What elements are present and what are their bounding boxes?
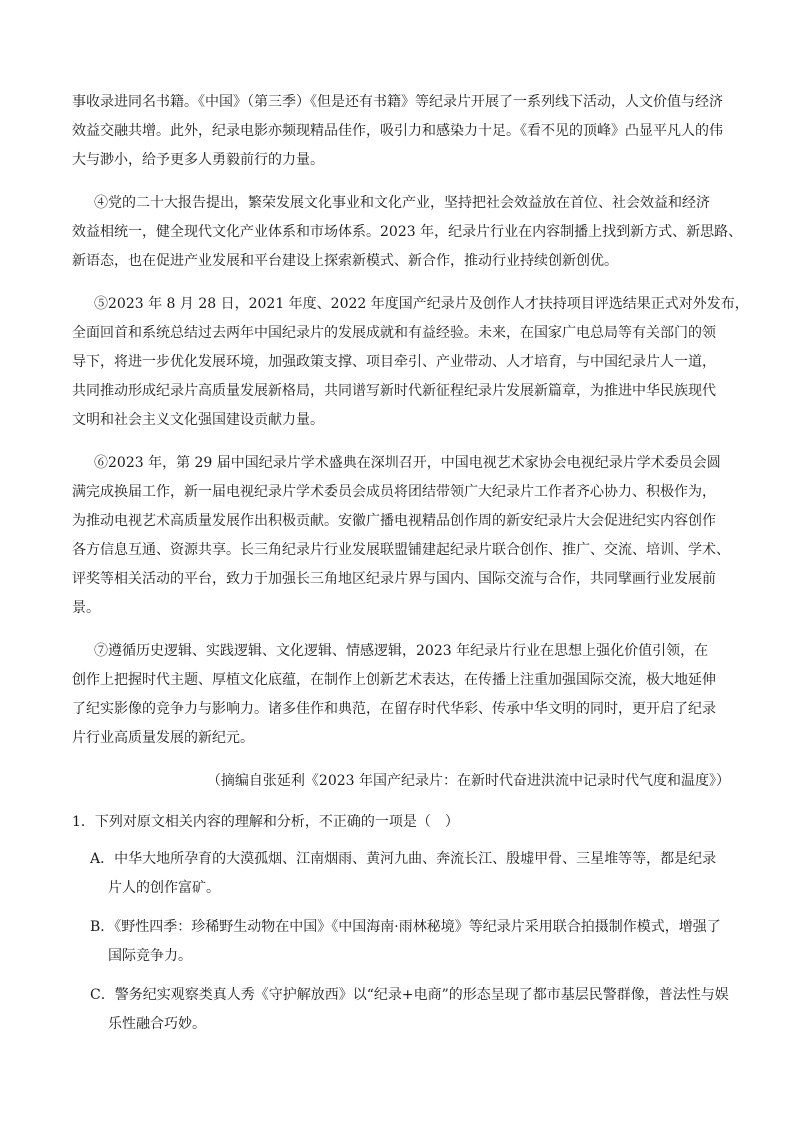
text-line: 创作上把握时代主题、厚植文化底蕴，在制作上创新艺术表达，在传播上注重加强国际交流，极大地延伸 [72,672,716,688]
text-line: 满完成换届工作，新一届电视纪录片学术委员会成员将团结带领广大纪录片工作者齐心协力、积极作为， [72,484,716,500]
text-line: ⑦遵循历史逻辑、实践逻辑、文化逻辑、情感逻辑，2023 年纪录片行业在思想上强化价值引领，在 [94,643,709,659]
text-line: 景。 [72,600,100,616]
text-line: 评奖等相关活动的平台，致力于加强长三角地区纪录片界与国内、国际交流与合作，共同擘画行业发展前 [72,571,716,587]
text-line: 共同推动形成纪录片高质量发展新格局，共同谱写新时代新征程纪录片发展新篇章，为推进中华民族现代 [72,383,716,399]
text-line: 全面回首和系统总结过去两年中国纪录片的发展成就和有益经验。未来，在国家广电总局等有关部门的领 [72,325,716,341]
paragraph-6 [72,449,730,623]
text-line: 乐性融合巧妙。 [108,1016,206,1032]
source-citation: （摘编自张延利《2023 年国产纪录片：在新时代奋进洪流中记录时代气度和温度》） [206,773,730,789]
text-line: 各方信息互通、资源共享。长三角纪录片行业发展联盟铺建起纪录片联合创作、推广、交流、培训、学术、 [72,542,730,558]
text-line: C．警务纪实观察类真人秀《守护解放西》以“纪录+电商”的形态呈现了都市基层民警群像，普法性与娱 [90,987,729,1003]
option-a [72,845,730,903]
text-line: 效益相统一，健全现代文化产业体系和市场体系。2023 年，纪录片行业在内容制播上找到新方式、新思路、 [72,224,743,240]
paragraph-7 [72,637,730,753]
paragraph-continuation [72,88,730,175]
text-line: 大与渺小，给予更多人勇毅前行的力量。 [72,152,324,168]
text-line: 导下，将进一步优化发展环境，加强政策支撑、项目牵引、产业带动、人才培育，与中国纪录片人一道， [72,354,716,370]
text-line: 文明和社会主义文化强国建设贡献力量。 [72,412,324,428]
question-stem: 1．下列对原文相关内容的理解和分析，不正确的一项是（ ） [72,814,459,830]
paragraph-4 [72,189,743,276]
paragraph-5 [72,290,749,435]
text-line: 了纪实影像的竞争力与影响力。诸多佳作和典范，在留存时代华彩、传承中华文明的同时，更开启了纪录 [72,701,716,717]
text-line: ⑥2023 年，第 29 届中国纪录片学术盛典在深圳召开，中国电视艺术家协会电视纪录片学术委员会圆 [94,455,721,471]
text-line: 事收录进同名书籍。《中国》（第三季）《但是还有书籍》等纪录片开展了一系列线下活动，人文价值与经济 [72,94,723,110]
option-b [72,913,730,971]
text-line: ⑤2023 年 8 月 28 日，2021 年度、2022 年度国产纪录片及创作人才扶持项目评选结果正式对外发布， [94,296,749,312]
text-line: 新语态，也在促进产业发展和平台建设上探索新模式、新合作，推动行业持续创新创优。 [72,253,618,269]
text-line: ④党的二十大报告提出，繁荣发展文化事业和文化产业，坚持把社会效益放在首位、社会效益和经济 [94,195,710,211]
text-line: 片行业高质量发展的新纪元。 [72,730,254,746]
text-line: 效益交融共增。此外，纪录电影亦频现精品佳作，吸引力和感染力十足。《看不见的顶峰》凸显平凡人的伟 [72,123,723,139]
option-c [72,981,730,1039]
text-line: A．中华大地所孕育的大漠孤烟、江南烟雨、黄河九曲、奔流长江、殷墟甲骨、三星堆等等，都是纪录 [90,851,717,867]
text-line: 国际竞争力。 [108,948,192,964]
text-line: B．《野性四季：珍稀野生动物在中国》《中国海南·雨林秘境》等纪录片采用联合拍摄制作模式，增强了 [90,919,721,935]
text-line: 片人的创作富矿。 [108,880,220,896]
text-line: 为推动电视艺术高质量发展作出积极贡献。安徽广播电视精品创作周的新安纪录片大会促进纪实内容创作 [72,513,716,529]
